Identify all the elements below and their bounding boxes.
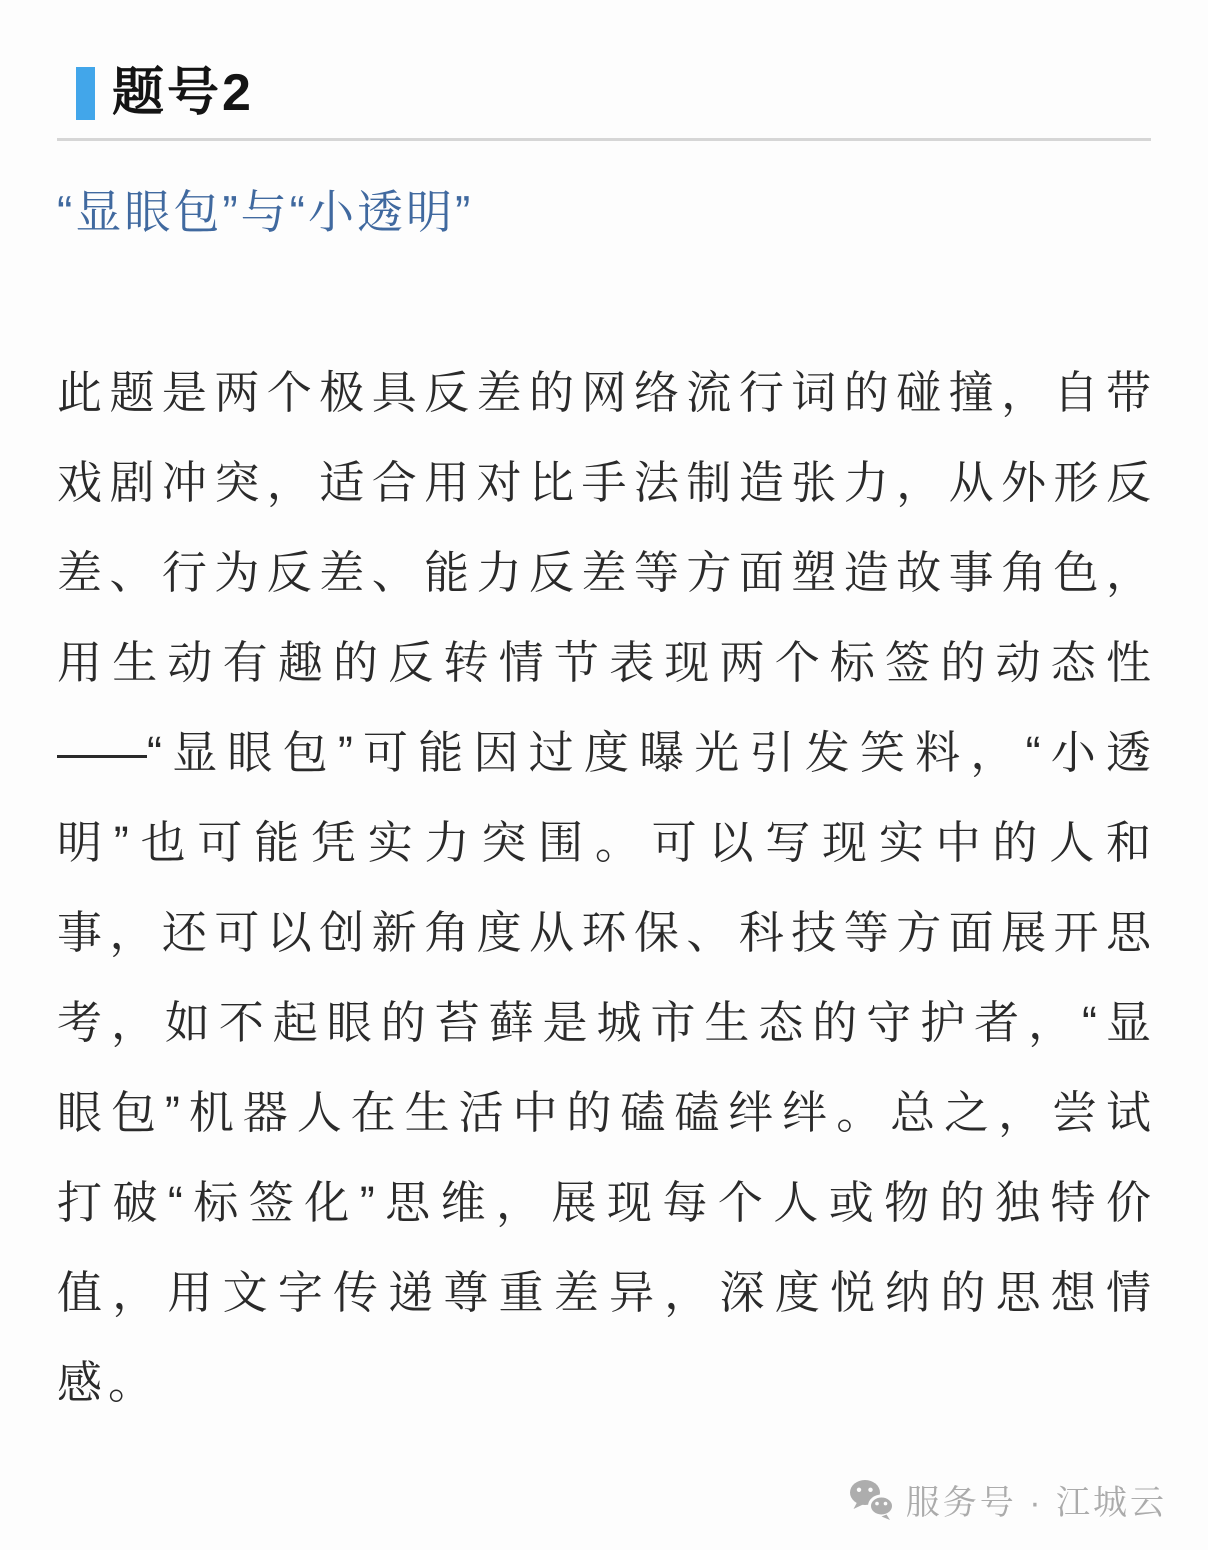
paragraph-line: 此题是两个极具反差的网络流行词的碰撞，自带 <box>57 367 1151 418</box>
watermark <box>848 1475 1167 1524</box>
article-paragraph <box>57 348 1151 1428</box>
paragraph-line: 打破“标签化”思维，展现每个人或物的独特价 <box>57 1177 1151 1228</box>
paragraph-line: 差、行为反差、能力反差等方面塑造故事角色， <box>57 547 1151 598</box>
watermark-text: 服务号 · 江城云 <box>905 1484 1167 1522</box>
article-page <box>0 66 1208 1550</box>
paragraph-line: 感。 <box>57 1357 160 1408</box>
wechat-icon <box>848 1478 896 1522</box>
paragraph-line: 事，还可以创新角度从环保、科技等方面展开思 <box>57 907 1151 958</box>
section-divider <box>57 138 1151 141</box>
section-title: 题号2 <box>112 64 254 122</box>
article-subtitle: “显眼包”与“小透明” <box>57 186 474 238</box>
section-accent-bar <box>76 67 95 120</box>
paragraph-line: 值，用文字传递尊重差异，深度悦纳的思想情 <box>57 1267 1151 1318</box>
section-header <box>57 66 1151 120</box>
paragraph-line: 眼包”机器人在生活中的磕磕绊绊。总之，尝试 <box>57 1087 1151 1138</box>
paragraph-line: 用生动有趣的反转情节表现两个标签的动态性 <box>57 637 1151 688</box>
paragraph-line: 戏剧冲突，适合用对比手法制造张力，从外形反 <box>57 457 1151 508</box>
paragraph-line: ——“显眼包”可能因过度曝光引发笑料，“小透 <box>57 727 1151 778</box>
paragraph-line: 考，如不起眼的苔藓是城市生态的守护者，“显 <box>57 997 1151 1048</box>
paragraph-line: 明”也可能凭实力突围。可以写现实中的人和 <box>57 817 1151 868</box>
